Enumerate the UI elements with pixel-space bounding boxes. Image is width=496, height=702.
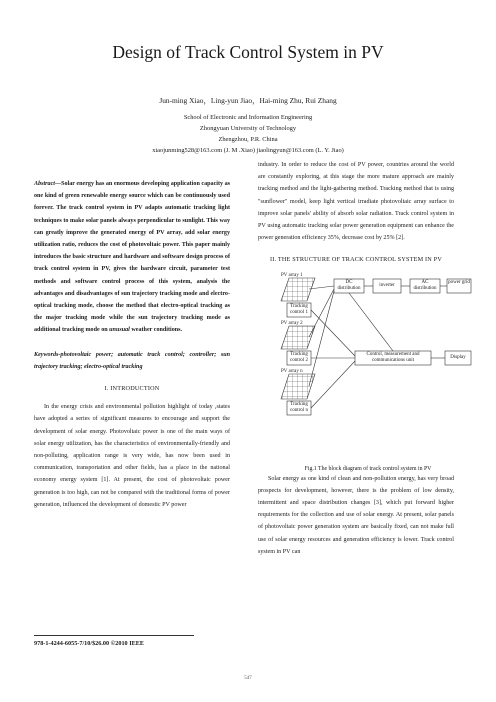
tracking-control-n-label: Tracking control n (290, 402, 308, 413)
pv-array-n-panel (281, 374, 315, 399)
pv-array-2-label: PV array 2 (281, 321, 303, 326)
section-heading-structure: II. THE STRUCTURE OF TRACK CONTROL SYSTEM IN PV (269, 256, 443, 264)
abstract-text-end: weather conditions. (129, 327, 183, 334)
affiliation-school: School of Electronic and Information Engineering (183, 114, 313, 121)
section-heading-introduction: I. INTRODUCTION (104, 385, 160, 393)
figure-caption: Fig.1 The block diagram of track control system in PV (304, 466, 432, 472)
affiliation-city: Zhengzhou, P.R. China (218, 136, 278, 143)
keywords: Keywords-photovoltaic power; automatic track control; controller; sun trajectory tracking; electro-optical tracking (34, 351, 230, 370)
page-title: Design of Track Control System in PV (112, 42, 384, 62)
block-diagram-figure (279, 271, 473, 434)
abstract-text: —Solar energy has an enormous developing application capacity as one kind of green renewable energy source which can be continuously used forever. The track control system in PV adapts automatic tracking light techniques to make solar panels always perpendicular to sunlight. This way can greatly improve the generated energy of PV array, add solar energy utilization ratio, reduces the cost of photovoltaic power. This paper mainly introduces the basic structure and hardware and software design process of track control system in PV, gives the hardware circuit, parameter test methods and software control process of this system, analysis the advantages and disadvantages of sun trajectory tracking mode and electro-optical tracking mode, choose the method that electro-optical tracking as the major tracking mode while the sun trajectory tracking mode as additional tracking mode on (34, 181, 230, 334)
abstract-label: Abstract (34, 181, 55, 187)
copyright-notice: 978-1-4244-6055-7/10/$26.00 ©2010 IEEE (34, 640, 144, 647)
introduction-paragraph: In the energy crisis and environmental pollution highlight of today ,states have adopted a series of significant measures to encourage and support the development of solar energy. Photovoltaic power is one of the main ways of solar energy utilization, has the characteristics of environmentally-friendly and non-polluting, application range is very wide, has now been used in communication, transportation and other fields, has a place in the national economy energy system [1]. At present, the cost of photovoltaic power generation is too high, can not be compared with the traditional forms of power generation, influenced the development of domestic PV power (34, 404, 230, 508)
affiliation-university: Zhongyuan University of Technology (199, 125, 297, 132)
author-emails: xiaojunming528@163.com (J. M .Xiao) jiaolingyun@163.com (L. Y. Jiao) (152, 147, 344, 154)
diagram-connectors (309, 286, 447, 408)
left-column (34, 178, 230, 511)
continued-paragraph: industry. In order to reduce the cost of PV power, countries around the world are constantly exploring, at this stage the more mature approach are mainly tracking method and the light-gathering method. Tracking method that is using "sunflower" model, keep light vertical irradiate photovoltaic array surface to improve solar panels' ability of absorb solar radiation. Track control system in PV using automatic tracking solar power generation equipment can enhance the power generation efficiency 35%, decrease cost by 25% [2]. (258, 162, 454, 242)
tracking-control-2-label: Tracking control 2 (290, 352, 308, 363)
authors: Jun-ming Xiao，Ling-yun Jiao，Hai-ming Zhu, Rui Zhang (159, 96, 337, 105)
tracking-control-1-label: Tracking control 1 (290, 304, 308, 315)
ac-distribution-label: AC distribution (413, 280, 437, 291)
footnote-divider (34, 635, 194, 636)
abstract (34, 178, 230, 337)
power-grid-label: power grid (448, 280, 470, 285)
structure-paragraph: Solar energy as one kind of clean and non-pollution energy, has very broad prospects for development, however, there is the problem of low density, intermittent and space distribution changes [3], which put forward higher requirements for the collection and use of solar energy. At present, solar panels of photovoltaic power generation system are basically fixed, can not make full use of solar energy resources and generation efficiency is lower. Track control system in PV can (258, 475, 454, 555)
control-unit-label: Control, measurement and communications unit (366, 352, 420, 363)
inverter-label: inverter (379, 283, 395, 288)
display-label: Display (450, 355, 466, 360)
pv-array-1-panel (281, 278, 315, 301)
dc-distribution-label: DC distribution (337, 280, 361, 291)
pv-array-1-label: PV array 1 (281, 273, 303, 278)
page-number: 547 (244, 676, 252, 681)
abstract-emphasis: unusual (109, 327, 130, 334)
pv-array-n-label: PV array n (281, 369, 303, 374)
pv-array-2-panel (281, 326, 315, 349)
